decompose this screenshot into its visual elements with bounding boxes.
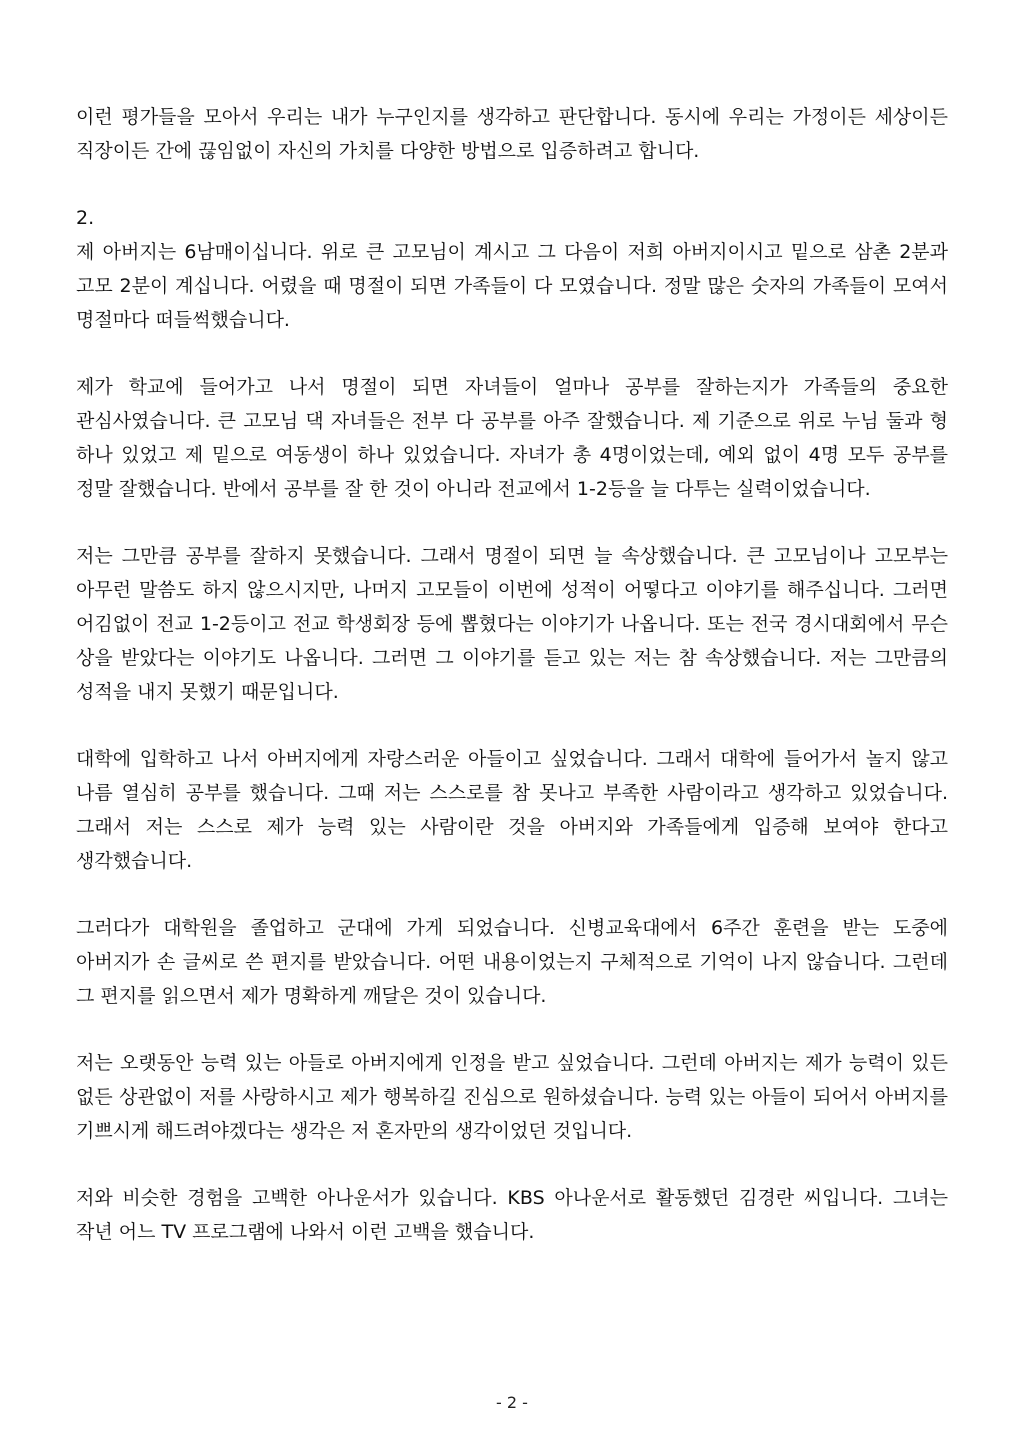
paragraph-family: 제 아버지는 6남매이십니다. 위로 큰 고모님이 계시고 그 다음이 저희 아버지이시고 밑으로 삼촌 2분과 고모 2분이 계십니다. 어렸을 때 명절이 되면 가족들이 다 모였습니다. 정말 많은 숫자의 가족들이 모여서 명절마다 떠들썩했습니다.	[76, 241, 948, 331]
page-number: - 2 -	[496, 1393, 528, 1412]
section-number: 2.	[76, 207, 95, 229]
paragraph-intro: 이런 평가들을 모아서 우리는 내가 누구인지를 생각하고 판단합니다. 동시에 우리는 가정이든 세상이든 직장이든 간에 끊임없이 자신의 가치를 다양한 방법으로 입증하려고 합니다.	[76, 106, 948, 162]
paragraph-announcer: 저와 비슷한 경험을 고백한 아나운서가 있습니다. KBS 아나운서로 활동했던 김경란 씨입니다. 그녀는 작년 어느 TV 프로그램에 나와서 이런 고백을 했습니다.	[76, 1187, 948, 1243]
paragraph-army-letter: 그러다가 대학원을 졸업하고 군대에 가게 되었습니다. 신병교육대에서 6주간 훈련을 받는 도중에 아버지가 손 글씨로 쓴 편지를 받았습니다. 어떤 내용이었는지 구체적으로 기억이 나지 않습니다. 그런데 그 편지를 읽으면서 제가 명확하게 깨달은 것이 있습니다.	[76, 917, 948, 1007]
document-body	[76, 100, 948, 1282]
paragraph-realization: 저는 오랫동안 능력 있는 아들로 아버지에게 인정을 받고 싶었습니다. 그런데 아버지는 제가 능력이 있든 없든 상관없이 저를 사랑하시고 제가 행복하길 진심으로 원하셨습니다. 능력 있는 아들이 되어서 아버지를 기쁘시게 해드려야겠다는 생각은 저 혼자만의 생각이었던 것입니다.	[76, 1052, 948, 1142]
paragraph-cousins: 제가 학교에 들어가고 나서 명절이 되면 자녀들이 얼마나 공부를 잘하는지가 가족들의 중요한 관심사였습니다. 큰 고모님 댁 자녀들은 전부 다 공부를 아주 잘했습니다. 제 기준으로 위로 누님 둘과 형 하나 있었고 제 밑으로 여동생이 하나 있었습니다. 자녀가 총 4명이었는데, 예외 없이 4명 모두 공부를 정말 잘했습니다. 반에서 공부를 잘 한 것이 아니라 전교에서 1-2등을 늘 다투는 실력이었습니다.	[76, 376, 948, 500]
paragraph-university: 대학에 입학하고 나서 아버지에게 자랑스러운 아들이고 싶었습니다. 그래서 대학에 들어가서 놀지 않고 나름 열심히 공부를 했습니다. 그때 저는 스스로를 참 못나고 부족한 사람이라고 생각하고 있었습니다. 그래서 저는 스스로 제가 능력 있는 사람이란 것을 아버지와 가족들에게 입증해 보여야 한다고 생각했습니다.	[76, 748, 948, 872]
paragraph-holidays: 저는 그만큼 공부를 잘하지 못했습니다. 그래서 명절이 되면 늘 속상했습니다. 큰 고모님이나 고모부는 아무런 말씀도 하지 않으시지만, 나머지 고모들이 이번에 성적이 어떻다고 이야기를 해주십니다. 그러면 어김없이 전교 1-2등이고 전교 학생회장 등에 뽑혔다는 이야기가 나옵니다. 또는 전국 경시대회에서 무슨 상을 받았다는 이야기도 나옵니다. 그러면 그 이야기를 듣고 있는 저는 참 속상했습니다. 저는 그만큼의 성적을 내지 못했기 때문입니다.	[76, 545, 948, 703]
